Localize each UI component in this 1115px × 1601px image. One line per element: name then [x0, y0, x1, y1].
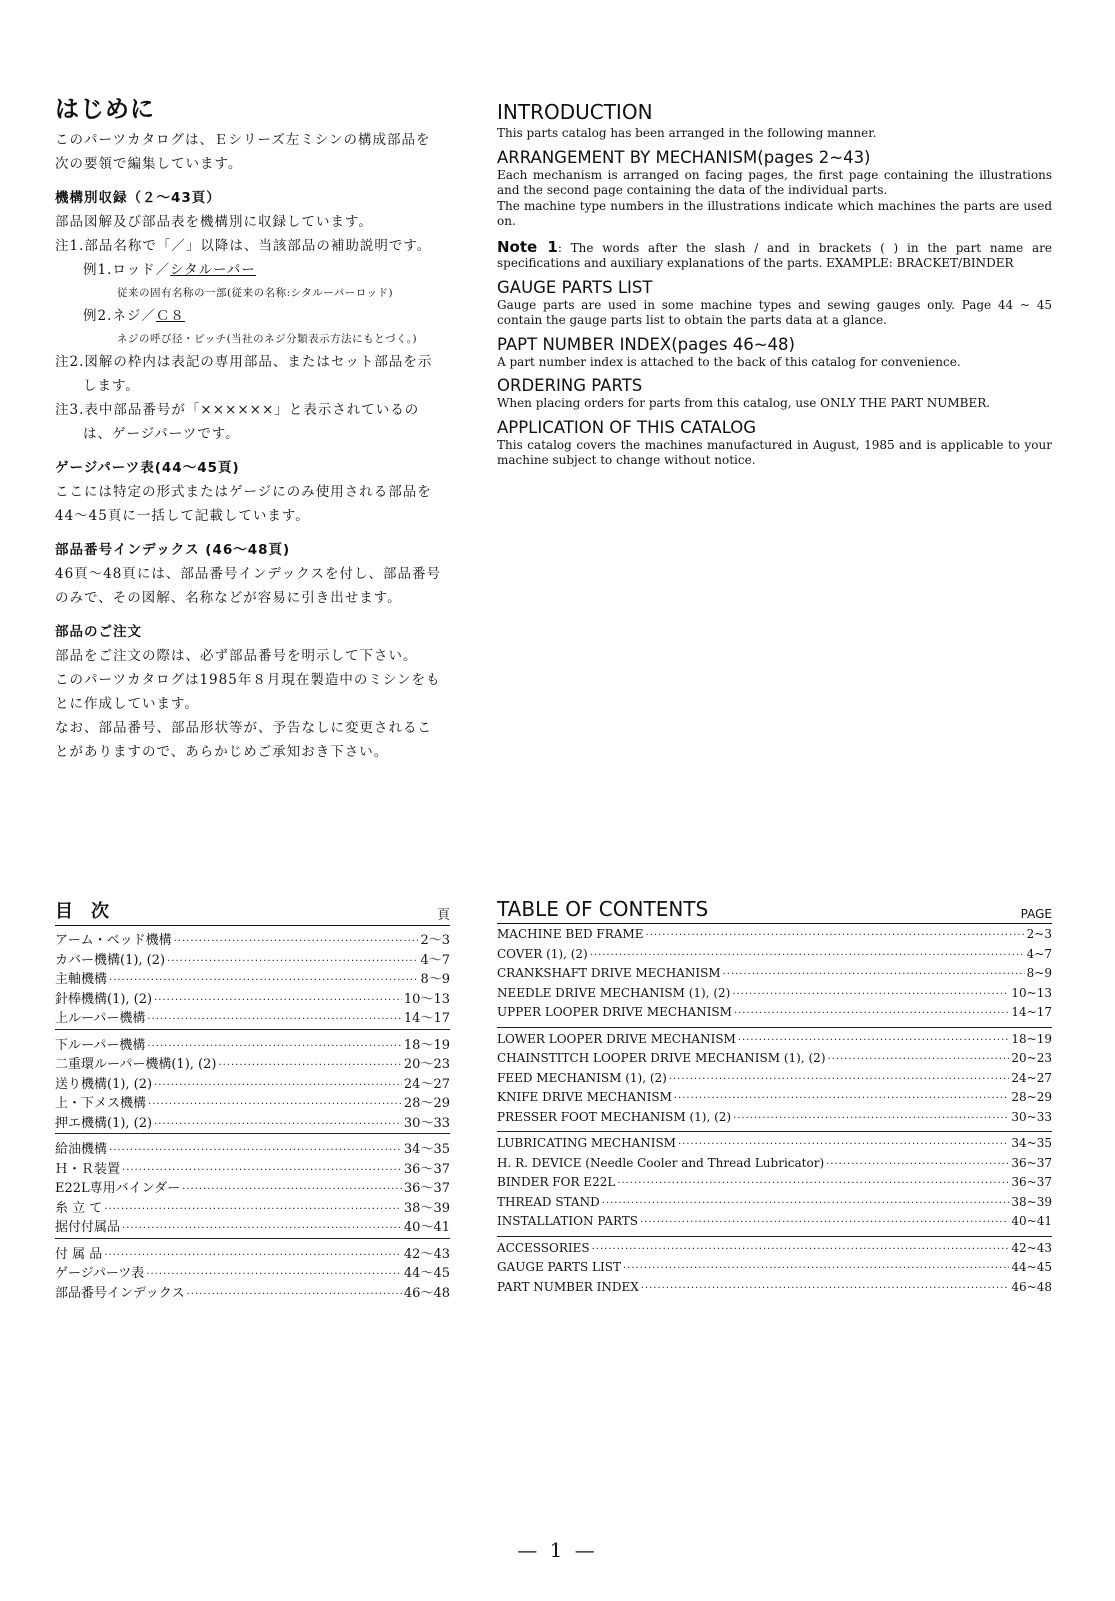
jp-gauge-2: 44～45頁に一括して記載しています。 [55, 508, 310, 524]
toc-row [55, 1197, 450, 1217]
toc-row [497, 927, 1052, 947]
toc-entry-pages: 34～35 [403, 1142, 450, 1157]
en-intro-title: INTRODUCTION [497, 100, 653, 124]
toc-leader-dots [218, 1060, 401, 1071]
toc-entry-pages: 36～37 [403, 1181, 450, 1196]
toc-entry-label: 付 属 品 [55, 1246, 103, 1262]
jp-order-title: 部品のご注文 [55, 624, 142, 640]
toc-entry-label: 据付付属品 [55, 1220, 121, 1235]
en-intro-lead: This parts catalog has been arranged in the following manner. [497, 126, 877, 140]
toc-leader-dots [602, 1198, 1010, 1209]
toc-entry-pages: 8～9 [420, 972, 450, 987]
toc-entry-pages: 38～39 [403, 1200, 450, 1216]
toc-entry-pages: 14~17 [1011, 1005, 1052, 1019]
toc-row [55, 1073, 450, 1093]
toc-entry-pages: 18~19 [1011, 1031, 1052, 1046]
toc-entry-label: INSTALLATION PARTS [497, 1214, 639, 1228]
toc-leader-dots [734, 1008, 1009, 1019]
toc-entry-pages: 36～37 [403, 1161, 450, 1177]
toc-leader-dots [641, 1283, 1010, 1294]
en-table-of-contents [497, 897, 1052, 1305]
toc-row [55, 968, 450, 988]
toc-leader-dots [154, 1080, 402, 1091]
toc-row [55, 1007, 450, 1027]
jp-intro-lead-1: このパーツカタログは、Ｅシリーズ左ミシンの構成部品を [55, 132, 431, 148]
toc-entry-label: 押エ機構(1), (2) [55, 1115, 153, 1131]
jp-example-2 [55, 304, 450, 328]
toc-entry-pages: 38~39 [1011, 1194, 1052, 1209]
jp-note-3-a: 注3.表中部品番号が「××××××」と表示されているの [55, 402, 420, 418]
toc-entry-pages: 30～33 [403, 1115, 450, 1131]
en-order-title: ORDERING PARTS [497, 376, 643, 395]
toc-row [497, 1280, 1052, 1300]
toc-entry-label: 上・下メス機構 [55, 1096, 147, 1111]
toc-row [497, 1110, 1052, 1130]
toc-leader-dots [174, 936, 419, 947]
jp-gauge-title: ゲージパーツ表(44～45頁) [55, 460, 240, 476]
toc-group [497, 1241, 1052, 1302]
toc-group [55, 1034, 450, 1135]
toc-leader-dots [678, 1139, 1009, 1150]
toc-group [497, 1032, 1052, 1133]
en-order-text: When placing orders for parts from this catalog, use ONLY THE PART NUMBER. [497, 396, 991, 410]
toc-entry-label: COVER (1), (2) [497, 946, 588, 961]
toc-entry-label: 下ルーパー機構 [55, 1037, 146, 1053]
toc-row [497, 1136, 1052, 1156]
jp-note-2-b: します。 [83, 378, 140, 394]
toc-leader-dots [122, 1165, 402, 1176]
toc-entry-pages: 10~13 [1011, 985, 1052, 1000]
toc-leader-dots [723, 969, 1025, 980]
toc-entry-pages: 36~37 [1011, 1155, 1052, 1170]
toc-row [55, 1177, 450, 1197]
toc-entry-label: 給油機構 [55, 1142, 108, 1157]
toc-entry-pages: 28～29 [403, 1096, 450, 1111]
toc-entry-label: FEED MECHANISM (1), (2) [497, 1070, 667, 1085]
jp-example-2-underlined: Ｃ８ [155, 308, 185, 324]
toc-leader-dots [148, 1099, 402, 1110]
en-app-title: APPLICATION OF THIS CATALOG [497, 417, 757, 437]
toc-entry-pages: 44~45 [1011, 1260, 1052, 1274]
toc-entry-pages: 20～23 [403, 1057, 450, 1072]
toc-group [55, 1138, 450, 1239]
toc-entry-pages: 46~48 [1011, 1279, 1052, 1294]
jp-order-1: 部品をご注文の際は、必ず部品番号を明示して下さい。 [55, 648, 418, 664]
en-index-title: PAPT NUMBER INDEX(pages 46~48) [497, 334, 795, 354]
jp-table-of-contents [55, 897, 450, 1307]
en-toc-page-label: PAGE [1020, 907, 1052, 921]
toc-leader-dots [154, 995, 402, 1006]
toc-leader-dots [828, 1054, 1010, 1065]
toc-row [497, 1071, 1052, 1091]
en-gauge-text: Gauge parts are used in some machine types and sewing gauges only. Page 44 ~ 45 contain the gauge parts list to obtain the parts data at a glance. [497, 297, 1052, 327]
en-mech-text-2: The machine type numbers in the illustrations indicate which machines the parts are used on. [497, 198, 1052, 228]
jp-introduction [55, 92, 450, 764]
toc-entry-label: 上ルーパー機構 [55, 1011, 146, 1026]
en-mech-title: ARRANGEMENT BY MECHANISM(pages 2~43) [497, 147, 871, 167]
toc-leader-dots [104, 1204, 402, 1215]
jp-note-3-b: は、ゲージパーツです。 [83, 426, 240, 442]
toc-leader-dots [167, 956, 418, 967]
toc-entry-label: KNIFE DRIVE MECHANISM [497, 1090, 672, 1104]
jp-index-title: 部品番号インデックス (46～48頁) [55, 542, 291, 558]
jp-mech-line: 部品図解及び部品表を機構別に収録しています。 [55, 214, 373, 230]
toc-group [55, 929, 450, 1030]
toc-entry-label: LUBRICATING MECHANISM [497, 1136, 676, 1150]
toc-entry-pages: 2~3 [1026, 927, 1052, 941]
toc-leader-dots [738, 1035, 1010, 1046]
jp-note-1: 注1.部品名称で「／」以降は、当該部品の補助説明です。 [55, 238, 432, 254]
jp-gauge-1: ここには特定の形式またはゲージにのみ使用される部品を [55, 484, 432, 500]
toc-leader-dots [146, 1269, 402, 1280]
jp-toc-page-label: 頁 [436, 908, 450, 923]
toc-row [55, 1158, 450, 1178]
toc-entry-pages: 30~33 [1011, 1109, 1052, 1124]
toc-row [55, 1034, 450, 1054]
toc-row [497, 1005, 1052, 1025]
toc-entry-label: ゲージパーツ表 [55, 1266, 145, 1281]
toc-entry-pages: 24～27 [403, 1076, 450, 1092]
toc-entry-label: 部品番号インデックス [55, 1285, 185, 1301]
toc-entry-pages: 4~7 [1026, 946, 1052, 961]
jp-toc-header [55, 897, 450, 926]
toc-entry-label: アーム・ベッド機構 [55, 933, 172, 948]
toc-leader-dots [122, 1223, 402, 1234]
en-introduction [497, 99, 1052, 469]
toc-leader-dots [147, 1041, 402, 1052]
toc-row [55, 949, 450, 969]
en-toc-body [497, 927, 1052, 1301]
toc-entry-pages: 42~43 [1011, 1240, 1052, 1255]
toc-entry-label: PRESSER FOOT MECHANISM (1), (2) [497, 1109, 732, 1124]
toc-entry-label: PART NUMBER INDEX [497, 1279, 639, 1294]
en-index-text: A part number index is attached to the back of this catalog for convenience. [497, 354, 961, 369]
toc-row [497, 1241, 1052, 1261]
toc-entry-label: ACCESSORIES [497, 1240, 590, 1255]
toc-row [55, 929, 450, 949]
toc-row [55, 1053, 450, 1073]
toc-row [55, 1216, 450, 1236]
toc-row [55, 1092, 450, 1112]
toc-leader-dots [669, 1074, 1010, 1085]
toc-entry-label: UPPER LOOPER DRIVE MECHANISM [497, 1005, 732, 1019]
toc-entry-pages: 34~35 [1011, 1136, 1052, 1150]
toc-leader-dots [826, 1159, 1009, 1170]
jp-example-1-sub: 従来の固有名称の一部(従来の名称:シタルーパーロッド) [117, 287, 394, 299]
toc-entry-pages: 2～3 [420, 933, 450, 948]
toc-row [497, 1175, 1052, 1195]
toc-leader-dots [733, 1113, 1009, 1124]
toc-entry-label: 送り機構(1), (2) [55, 1076, 153, 1092]
toc-leader-dots [732, 989, 1009, 1000]
en-note-1 [497, 237, 1052, 272]
toc-row [55, 1282, 450, 1302]
toc-row [497, 1156, 1052, 1176]
toc-entry-label: E22L専用バインダー [55, 1181, 181, 1196]
toc-leader-dots [182, 1184, 402, 1195]
toc-entry-label: NEEDLE DRIVE MECHANISM (1), (2) [497, 985, 731, 1000]
toc-group [55, 1243, 450, 1304]
toc-leader-dots [109, 975, 418, 986]
toc-leader-dots [623, 1263, 1009, 1274]
toc-leader-dots [590, 950, 1025, 961]
toc-entry-pages: 42～43 [403, 1246, 450, 1262]
toc-entry-label: 針棒機構(1), (2) [55, 991, 153, 1007]
toc-entry-pages: 36~37 [1011, 1175, 1052, 1189]
jp-example-1-prefix: 例1.ロッド／ [83, 262, 171, 278]
en-app-text: This catalog covers the machines manufactured in August, 1985 and is applicable to your machine subject to change without notice. [497, 437, 1052, 467]
jp-mech-title: 機構別収録（２～43頁） [55, 190, 221, 206]
toc-leader-dots [646, 930, 1025, 941]
toc-entry-label: BINDER FOR E22L [497, 1175, 616, 1189]
jp-index-1: 46頁～48頁には、部品番号インデックスを付し、部品番号 [55, 566, 441, 582]
toc-row [497, 947, 1052, 967]
toc-row [55, 1243, 450, 1263]
toc-group [497, 927, 1052, 1028]
jp-order-4: なお、部品番号、部品形状等が、予告なしに変更されるこ [55, 720, 432, 736]
jp-order-5: とがありますので、あらかじめご承知おき下さい。 [55, 744, 389, 760]
en-gauge-title: GAUGE PARTS LIST [497, 277, 653, 297]
en-toc-header [497, 897, 1052, 924]
toc-entry-label: 主軸機構 [55, 972, 108, 987]
toc-entry-pages: 14～17 [403, 1011, 450, 1026]
toc-leader-dots [674, 1093, 1010, 1104]
toc-leader-dots [104, 1250, 402, 1261]
toc-row [497, 1195, 1052, 1215]
toc-row [55, 1138, 450, 1158]
toc-row [497, 1032, 1052, 1052]
toc-entry-pages: 20~23 [1011, 1051, 1052, 1065]
toc-leader-dots [147, 1014, 402, 1025]
toc-entry-label: 糸 立 て [55, 1200, 103, 1216]
toc-leader-dots [640, 1217, 1009, 1228]
en-note-label: Note 1 [497, 237, 558, 256]
toc-row [497, 986, 1052, 1006]
toc-row [497, 1214, 1052, 1234]
toc-entry-label: 二重環ルーパー機構(1), (2) [55, 1057, 217, 1072]
toc-row [497, 1260, 1052, 1280]
toc-entry-label: GAUGE PARTS LIST [497, 1260, 621, 1274]
jp-order-2: このパーツカタログは1985年８月現在製造中のミシンをも [55, 672, 441, 688]
jp-note-2-a: 注2.図解の枠内は表記の専用部品、またはセット部品を示 [55, 354, 433, 370]
toc-leader-dots [187, 1289, 402, 1300]
jp-order-3: とに作成しています。 [55, 696, 199, 712]
jp-example-2-prefix: 例2.ネジ／ [83, 308, 156, 324]
jp-intro-title: はじめに [55, 95, 155, 123]
jp-example-2-sub: ネジの呼び径・ピッチ(当社のネジ分類表示方法にもとづく。) [117, 333, 418, 345]
en-note-text: : The words after the slash / and in brackets ( ) in the part name are specifications and auxiliary explanations of the parts. EXAMPLE: BRACKET/BINDER [497, 240, 1052, 270]
toc-leader-dots [109, 1145, 402, 1156]
toc-group [497, 1136, 1052, 1237]
toc-entry-pages: 44～45 [403, 1266, 450, 1281]
page-number: — 1 — [517, 1538, 598, 1562]
toc-entry-pages: 18～19 [403, 1037, 450, 1053]
toc-row [55, 1262, 450, 1282]
toc-entry-label: Ｈ・Ｒ装置 [55, 1161, 121, 1177]
toc-entry-pages: 40~41 [1011, 1214, 1052, 1228]
jp-example-1 [55, 258, 450, 282]
toc-entry-pages: 10～13 [403, 991, 450, 1007]
toc-entry-label: THREAD STAND [497, 1194, 600, 1209]
toc-row [55, 988, 450, 1008]
jp-toc-body [55, 929, 450, 1303]
toc-row [497, 966, 1052, 986]
jp-toc-title: 目次 [55, 901, 127, 922]
toc-entry-label: CRANKSHAFT DRIVE MECHANISM [497, 966, 721, 980]
en-toc-title: TABLE OF CONTENTS [497, 897, 709, 921]
toc-entry-label: カバー機構(1), (2) [55, 952, 166, 968]
toc-entry-pages: 40～41 [403, 1220, 450, 1235]
toc-entry-pages: 4～7 [420, 952, 450, 968]
toc-entry-label: MACHINE BED FRAME [497, 927, 644, 941]
toc-leader-dots [617, 1178, 1009, 1189]
toc-row [497, 1051, 1052, 1071]
toc-row [497, 1090, 1052, 1110]
toc-entry-pages: 28~29 [1011, 1090, 1052, 1104]
toc-entry-label: H. R. DEVICE (Needle Cooler and Thread Lubricator) [497, 1155, 825, 1170]
toc-entry-pages: 46～48 [403, 1285, 450, 1301]
toc-row [55, 1112, 450, 1132]
toc-entry-pages: 8~9 [1026, 966, 1052, 980]
en-mech-text-1: Each mechanism is arranged on facing pages, the first page containing the illustrations and the second page containing the data of the individual parts. [497, 167, 1052, 197]
toc-entry-label: LOWER LOOPER DRIVE MECHANISM [497, 1031, 736, 1046]
toc-entry-label: CHAINSTITCH LOOPER DRIVE MECHANISM (1), (2) [497, 1051, 826, 1065]
toc-entry-pages: 24~27 [1011, 1070, 1052, 1085]
jp-intro-lead-2: 次の要領で編集しています。 [55, 156, 243, 172]
jp-example-1-underlined: シタルーパー [170, 262, 256, 278]
jp-index-2: のみで、その図解、名称などが容易に引き出せます。 [55, 590, 402, 606]
toc-leader-dots [154, 1119, 402, 1130]
toc-leader-dots [592, 1244, 1010, 1255]
